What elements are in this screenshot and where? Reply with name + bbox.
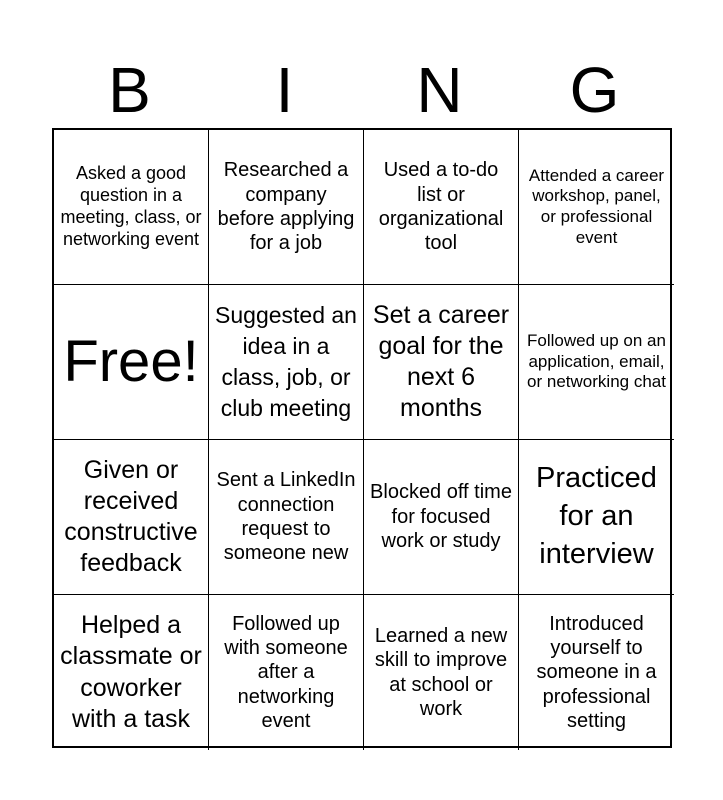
bingo-header: [52, 52, 672, 128]
bingo-cell[interactable]: Learned a new skill to improve at school or work: [364, 595, 519, 750]
header-letter-n: N: [416, 54, 463, 126]
bingo-cell[interactable]: Sent a LinkedIn connection request to someone new: [209, 440, 364, 595]
bingo-board: [52, 128, 672, 748]
bingo-cell[interactable]: Followed up on an application, email, or networking chat: [519, 285, 674, 440]
header-letter-g: G: [569, 54, 620, 126]
bingo-cell[interactable]: Blocked off time for focused work or study: [364, 440, 519, 595]
bingo-cell[interactable]: Asked a good question in a meeting, class, or networking event: [54, 130, 209, 285]
bingo-cell[interactable]: Attended a career workshop, panel, or professional event: [519, 130, 674, 285]
bingo-cell[interactable]: Researched a company before applying for a job: [209, 130, 364, 285]
bingo-cell[interactable]: Given or received constructive feedback: [54, 440, 209, 595]
bingo-cell[interactable]: Followed up with someone after a networking event: [209, 595, 364, 750]
bingo-cell[interactable]: Used a to-do list or organizational tool: [364, 130, 519, 285]
bingo-cell[interactable]: Helped a classmate or coworker with a task: [54, 595, 209, 750]
bingo-cell[interactable]: Suggested an idea in a class, job, or club meeting: [209, 285, 364, 440]
header-letter-i: I: [275, 54, 294, 126]
header-letter-b: B: [108, 54, 151, 126]
free-space-cell[interactable]: Free!: [54, 285, 209, 440]
bingo-cell[interactable]: Introduced yourself to someone in a professional setting: [536, 612, 657, 733]
bingo-cell[interactable]: Practiced for an interview: [519, 440, 674, 595]
bingo-cell[interactable]: Set a career goal for the next 6 months: [364, 285, 519, 440]
